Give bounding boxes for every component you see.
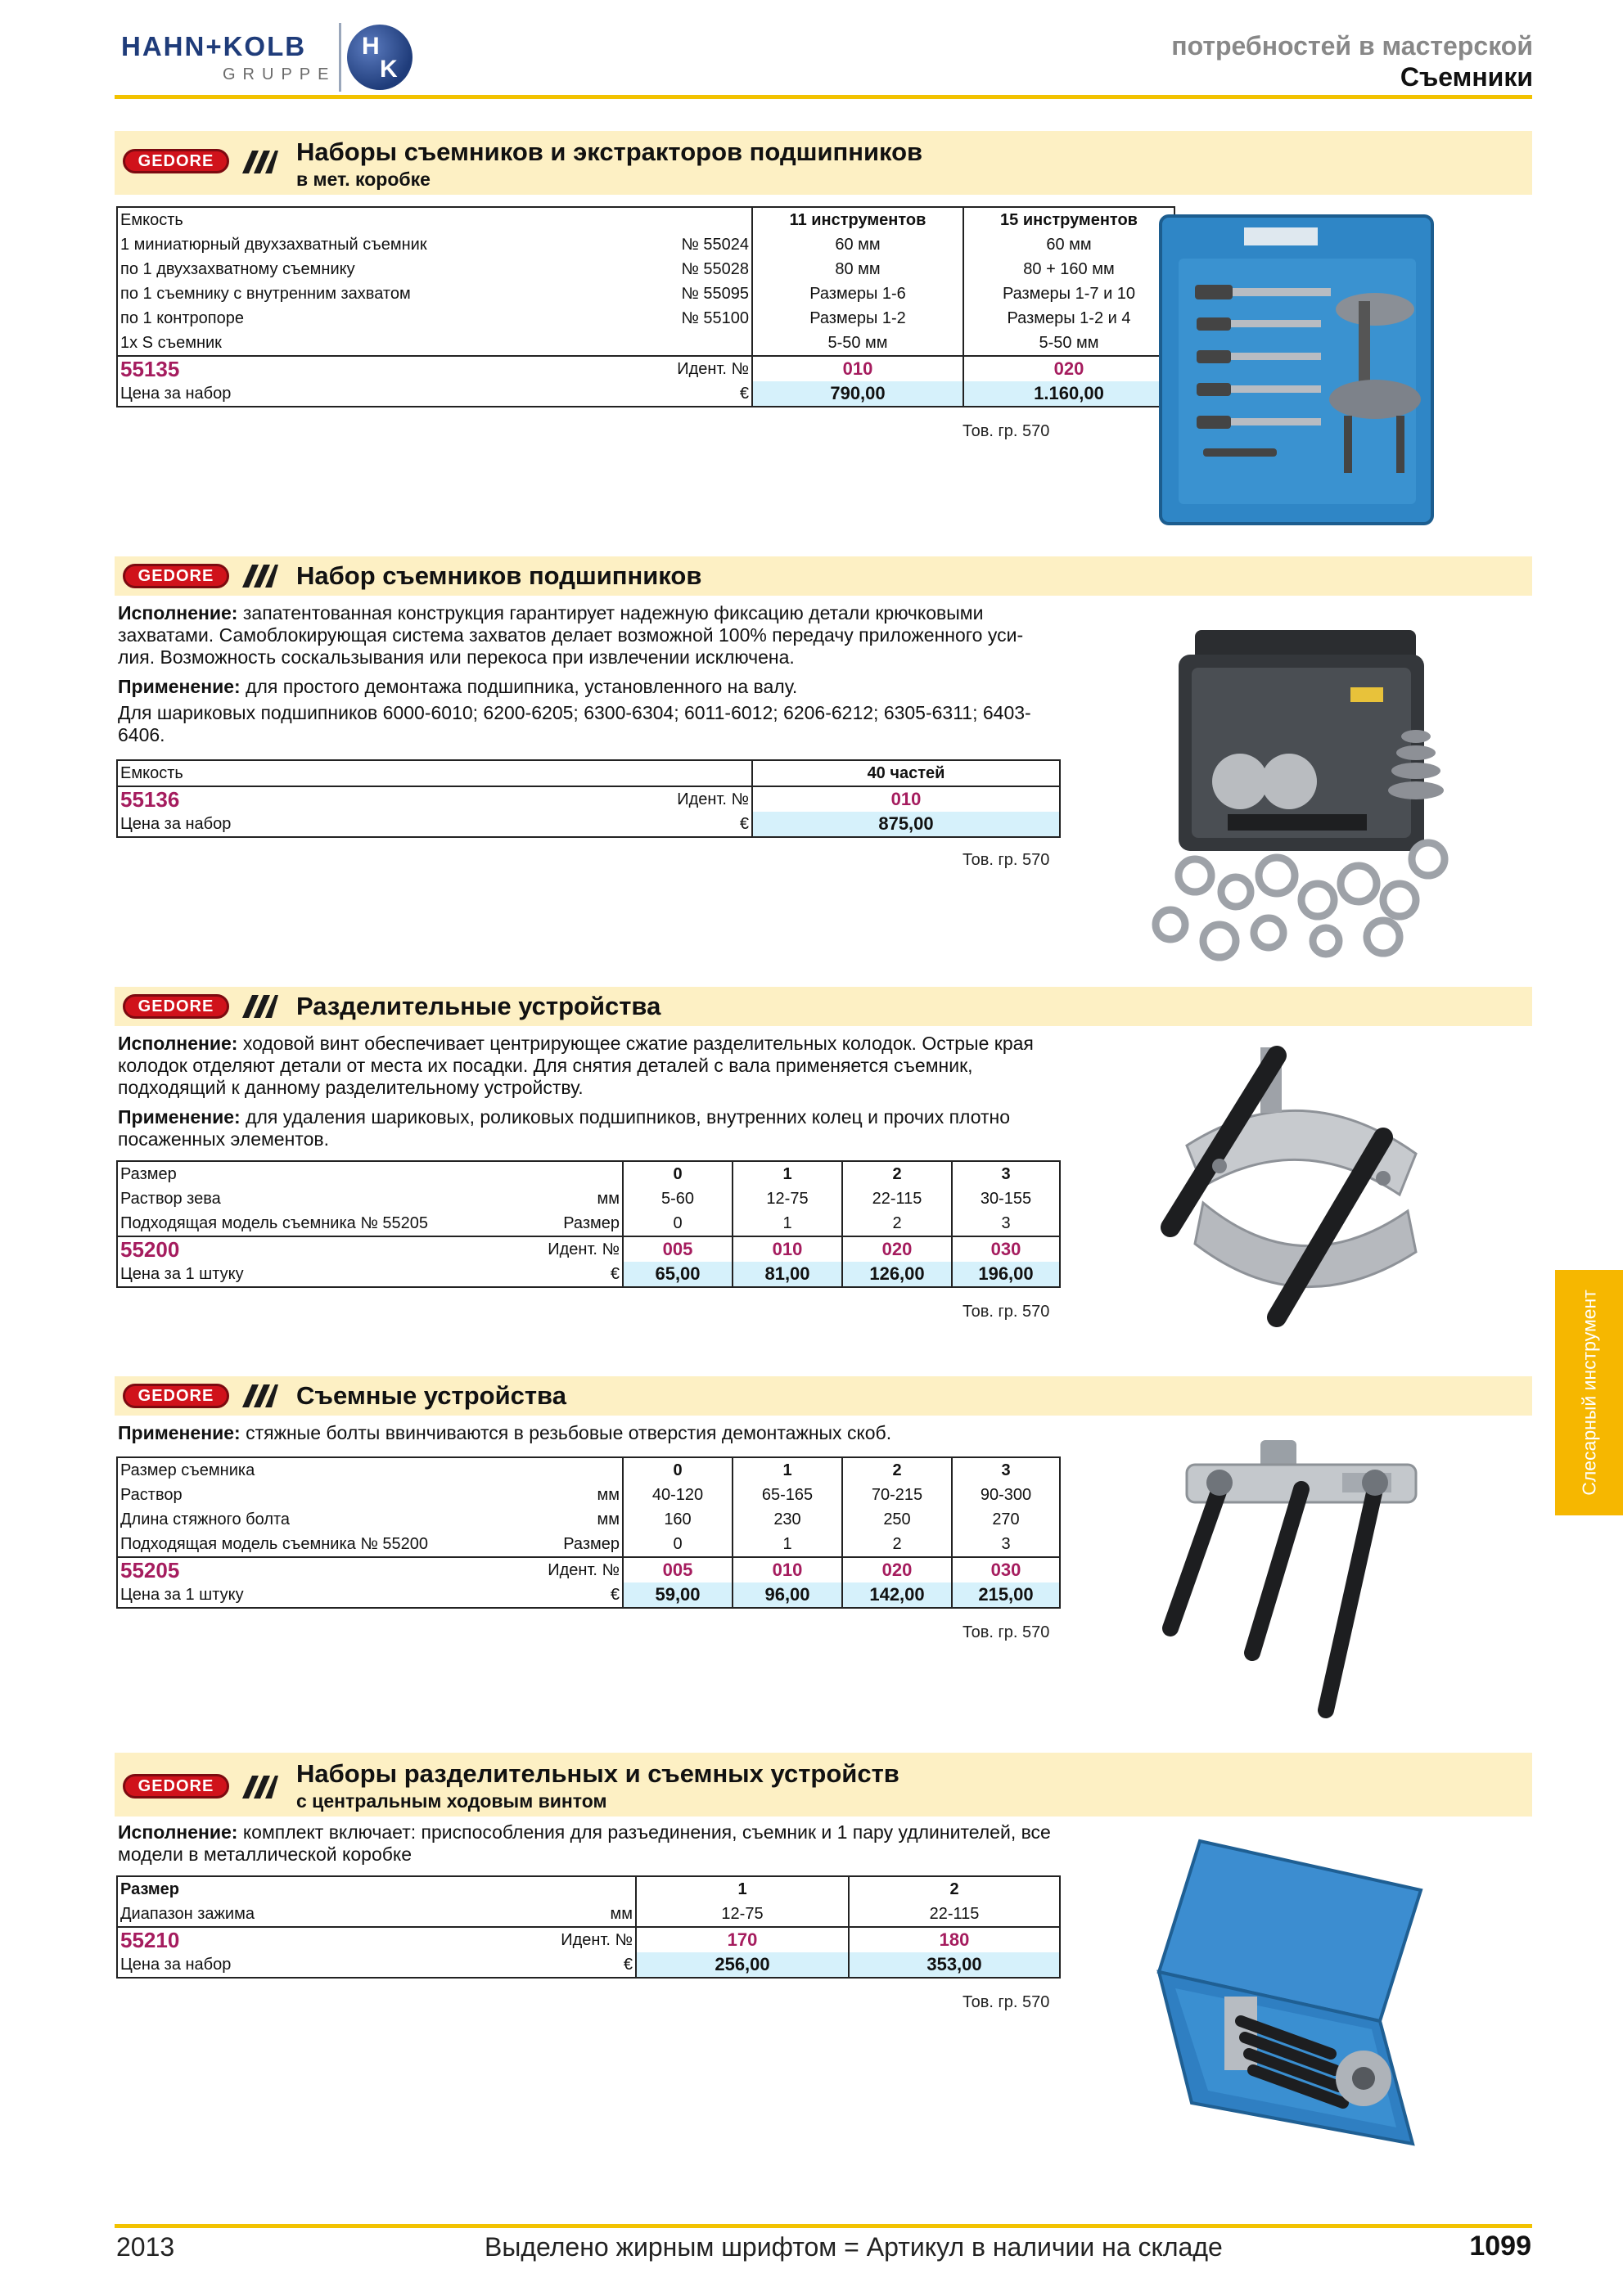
product-group: Тов. гр. 570	[963, 422, 1050, 440]
table-cell: 3	[952, 1532, 1060, 1557]
text: для удаления шариковых, роликовых подшипников, внутренних колец и прочих плотно посаженных элементов.	[118, 1106, 1011, 1150]
price-label: Цена за набор	[117, 812, 461, 837]
header-category: потребностей в мастерской	[1171, 31, 1533, 61]
description	[118, 1033, 1059, 1099]
product-group: Тов. гр. 570	[963, 1303, 1050, 1321]
section-title: Съемные устройства	[296, 1381, 566, 1410]
table-cell: Размер	[563, 1535, 620, 1553]
brand-slashes-icon	[234, 151, 278, 173]
spec-table	[116, 1875, 1061, 1979]
label: Исполнение:	[118, 1821, 238, 1843]
price: 96,00	[733, 1582, 842, 1608]
product-group: Тов. гр. 570	[963, 851, 1050, 869]
table-cell: Размеры 1-2	[752, 306, 963, 331]
section-title: Набор съемников подшипников	[296, 561, 702, 590]
product-group: Тов. гр. 570	[963, 1993, 1050, 2011]
table-header: 2	[842, 1457, 952, 1483]
table-cell: 70-215	[842, 1483, 952, 1507]
ident-code: 020	[842, 1557, 952, 1582]
table-cell: № 55028	[681, 260, 749, 278]
price: 196,00	[952, 1262, 1060, 1287]
text: комплект включает: приспособления для разъединения, съемник и 1 пару удлинителей, все модели в металлической коробке	[118, 1821, 1051, 1865]
label: Применение:	[118, 1106, 241, 1128]
table-header: 2	[842, 1161, 952, 1186]
table-cell: Диапазон зажима	[117, 1902, 523, 1927]
ident-label: Идент. №	[461, 786, 752, 812]
section-subtitle: в мет. коробке	[296, 169, 431, 190]
table-header: 2	[849, 1876, 1060, 1902]
table-header: Емкость	[117, 760, 461, 786]
table-cell: мм	[597, 1510, 620, 1528]
table-cell: 5-50 мм	[963, 331, 1174, 356]
label: Исполнение:	[118, 602, 238, 624]
price: 875,00	[752, 812, 1060, 837]
price-label: Цена за набор	[117, 381, 559, 407]
ident-code: 005	[623, 1557, 733, 1582]
table-header: 3	[952, 1161, 1060, 1186]
footer-rule	[115, 2224, 1532, 2228]
table-header: 1	[636, 1876, 849, 1902]
ident-code: 010	[733, 1236, 842, 1262]
brand-slashes-icon	[234, 1776, 278, 1799]
price: 59,00	[623, 1582, 733, 1608]
currency: €	[523, 1952, 636, 1978]
description: Для шариковых подшипников 6000-6010; 6200-6205; 6300-6304; 6011-6012; 6206-6212; 6305-6311; 6403-6406.	[118, 702, 1031, 745]
table-cell: Размеры 1-2 и 4	[963, 306, 1174, 331]
chapter-tab[interactable]	[1555, 1270, 1623, 1515]
header-rule	[115, 95, 1532, 99]
currency: €	[510, 1582, 623, 1608]
article-number: 55200	[117, 1236, 510, 1262]
gedore-logo: GEDORE	[123, 994, 229, 1019]
description	[118, 1821, 1059, 1866]
product-group: Тов. гр. 570	[963, 1623, 1050, 1641]
text: запатентованная конструкция гарантирует надежную фиксацию детали крючковыми захватами. Самоблокирующая система захватов делает возможной 100% передачу приложенного уси-лия. Возможность соскальзывания или перекоса при извлечении исключена.	[118, 602, 1024, 668]
table-header: 3	[952, 1457, 1060, 1483]
puller-set-case-image	[1154, 211, 1440, 530]
article-number: 55205	[117, 1557, 510, 1582]
ident-code: 010	[733, 1557, 842, 1582]
separator-set-case-image	[1143, 1833, 1454, 2152]
table-cell: Длина стяжного болта	[117, 1507, 510, 1532]
ident-label: Идент. №	[510, 1557, 623, 1582]
table-header: Емкость	[117, 207, 559, 232]
description	[118, 1422, 1059, 1444]
ident-code: 005	[623, 1236, 733, 1262]
brand-slashes-icon	[234, 1384, 278, 1407]
table-header: 11 инструментов	[752, 207, 963, 232]
bearing-separator-image	[1138, 1039, 1465, 1334]
spec-table	[116, 206, 1175, 407]
table-cell: Подходящая модель съемника № 55205	[117, 1211, 510, 1236]
section-title: Наборы разделительных и съемных устройств	[296, 1759, 899, 1788]
table-cell: по 1 двухзахватному съемнику	[117, 257, 559, 281]
ident-code: 180	[849, 1927, 1060, 1952]
price: 126,00	[842, 1262, 952, 1287]
table-cell: мм	[597, 1486, 620, 1504]
ident-label: Идент. №	[559, 356, 752, 381]
table-cell: № 55100	[681, 309, 749, 327]
header-subcategory: Съемники	[1400, 62, 1533, 92]
table-header: 1	[733, 1161, 842, 1186]
table-cell: 1x S съемник	[117, 331, 559, 356]
brand-sub: GRUPPE	[223, 65, 336, 83]
currency: €	[559, 381, 752, 407]
logo-divider	[339, 23, 341, 92]
price: 256,00	[636, 1952, 849, 1978]
table-cell: 60 мм	[963, 232, 1174, 257]
table-header: 0	[623, 1457, 733, 1483]
table-cell: 270	[952, 1507, 1060, 1532]
table-cell: 2	[842, 1211, 952, 1236]
brand-logo: HAHN+KOLB	[121, 31, 307, 61]
ident-label: Идент. №	[523, 1927, 636, 1952]
ident-code: 170	[636, 1927, 849, 1952]
table-cell	[510, 1457, 623, 1483]
table-cell: Размер	[117, 1161, 510, 1186]
gedore-logo: GEDORE	[123, 1384, 229, 1408]
table-cell: 2	[842, 1532, 952, 1557]
bearing-puller-set-image	[1146, 614, 1457, 966]
section-header	[115, 987, 1532, 1026]
table-cell: Размеры 1-6	[752, 281, 963, 306]
table-cell: мм	[597, 1190, 620, 1208]
gedore-logo: GEDORE	[123, 149, 229, 173]
table-cell	[559, 331, 752, 356]
label: Применение:	[118, 676, 241, 697]
page-number: 1099	[1469, 2231, 1531, 2262]
table-cell: Раствор	[117, 1483, 510, 1507]
price-label: Цена за набор	[117, 1952, 523, 1978]
ident-code: 020	[842, 1236, 952, 1262]
ident-code: 010	[752, 786, 1060, 812]
table-cell: 65-165	[733, 1483, 842, 1507]
gedore-logo: GEDORE	[123, 564, 229, 588]
spec-table	[116, 1456, 1061, 1609]
table-cell: 1 миниатюрный двухзахватный съемник	[117, 232, 559, 257]
brand-slashes-icon	[234, 565, 278, 588]
section-title: Наборы съемников и экстракторов подшипников	[296, 137, 923, 166]
table-cell: Раствор зева	[117, 1186, 510, 1211]
spec-table	[116, 759, 1061, 838]
table-cell: 80 + 160 мм	[963, 257, 1174, 281]
table-cell: 5-60	[623, 1186, 733, 1211]
table-cell: 60 мм	[752, 232, 963, 257]
spec-table	[116, 1160, 1061, 1288]
table-cell	[510, 1161, 623, 1186]
table-cell: 0	[623, 1211, 733, 1236]
label: Исполнение:	[118, 1033, 238, 1054]
chapter-tab-label: Слесарный инструмент	[1578, 1290, 1599, 1496]
label: Применение:	[118, 1422, 241, 1443]
table-header: Размер	[117, 1876, 523, 1902]
table-cell: 1	[733, 1211, 842, 1236]
table-cell: 3	[952, 1211, 1060, 1236]
text: стяжные болты ввинчиваются в резьбовые отверстия демонтажных скоб.	[240, 1422, 892, 1443]
table-cell: 12-75	[636, 1902, 849, 1927]
table-header: 15 инструментов	[963, 207, 1174, 232]
table-cell: Размеры 1-7 и 10	[963, 281, 1174, 306]
price: 142,00	[842, 1582, 952, 1608]
table-cell: 40-120	[623, 1483, 733, 1507]
gedore-logo: GEDORE	[123, 1774, 229, 1799]
section-header	[115, 556, 1532, 596]
price: 81,00	[733, 1262, 842, 1287]
section-header	[115, 131, 1532, 195]
article-number: 55210	[117, 1927, 523, 1952]
puller-device-image	[1138, 1424, 1465, 1727]
article-number: 55136	[117, 786, 461, 812]
price: 1.160,00	[963, 381, 1174, 407]
text: для простого демонтажа подшипника, установленного на валу.	[240, 676, 798, 697]
section-title: Разделительные устройства	[296, 992, 661, 1020]
table-cell: мм	[610, 1905, 633, 1923]
table-cell: № 55095	[681, 285, 749, 303]
text: ходовой винт обеспечивает центрирующее сжатие разделительных колодок. Острые края колодок отделяют детали от места их посадки. Для снятия деталей с вала применяется съемник, подходящий к данному разделительному устройству.	[118, 1033, 1034, 1098]
section-header	[115, 1376, 1532, 1416]
description	[118, 1106, 1059, 1150]
table-cell: 90-300	[952, 1483, 1060, 1507]
footer-note: Выделено жирным шрифтом = Артикул в наличии на складе	[485, 2232, 1223, 2262]
hk-emblem-icon: H K	[347, 25, 413, 90]
price: 65,00	[623, 1262, 733, 1287]
price: 215,00	[952, 1582, 1060, 1608]
ident-code: 030	[952, 1236, 1060, 1262]
description	[118, 602, 1059, 669]
ident-code: 020	[963, 356, 1174, 381]
table-header: 40 частей	[752, 760, 1060, 786]
table-cell	[523, 1876, 636, 1902]
table-cell: 22-115	[842, 1186, 952, 1211]
table-cell: № 55024	[681, 236, 749, 254]
currency: €	[461, 812, 752, 837]
price: 353,00	[849, 1952, 1060, 1978]
table-cell: 1	[733, 1532, 842, 1557]
price: 790,00	[752, 381, 963, 407]
currency: €	[510, 1262, 623, 1287]
table-cell: 160	[623, 1507, 733, 1532]
description	[118, 676, 1059, 698]
table-cell: Размер	[563, 1214, 620, 1232]
table-cell: 0	[623, 1532, 733, 1557]
table-cell: Размер съемника	[117, 1457, 510, 1483]
table-cell: 5-50 мм	[752, 331, 963, 356]
price-label: Цена за 1 штуку	[117, 1582, 510, 1608]
table-cell: 12-75	[733, 1186, 842, 1211]
section-header	[115, 1753, 1532, 1817]
table-cell: 22-115	[849, 1902, 1060, 1927]
ident-code: 030	[952, 1557, 1060, 1582]
brand-slashes-icon	[234, 995, 278, 1018]
table-cell: 30-155	[952, 1186, 1060, 1211]
price-label: Цена за 1 штуку	[117, 1262, 510, 1287]
section-subtitle: с центральным ходовым винтом	[296, 1790, 607, 1812]
ident-label: Идент. №	[510, 1236, 623, 1262]
table-cell: 230	[733, 1507, 842, 1532]
table-header: 1	[733, 1457, 842, 1483]
table-header: 0	[623, 1161, 733, 1186]
ident-code: 010	[752, 356, 963, 381]
table-cell: 80 мм	[752, 257, 963, 281]
table-cell: по 1 съемнику с внутренним захватом	[117, 281, 559, 306]
footer-year: 2013	[116, 2232, 175, 2262]
table-cell: Подходящая модель съемника № 55200	[117, 1532, 510, 1557]
table-cell: 250	[842, 1507, 952, 1532]
article-number: 55135	[117, 356, 559, 381]
table-cell: по 1 контропоре	[117, 306, 559, 331]
